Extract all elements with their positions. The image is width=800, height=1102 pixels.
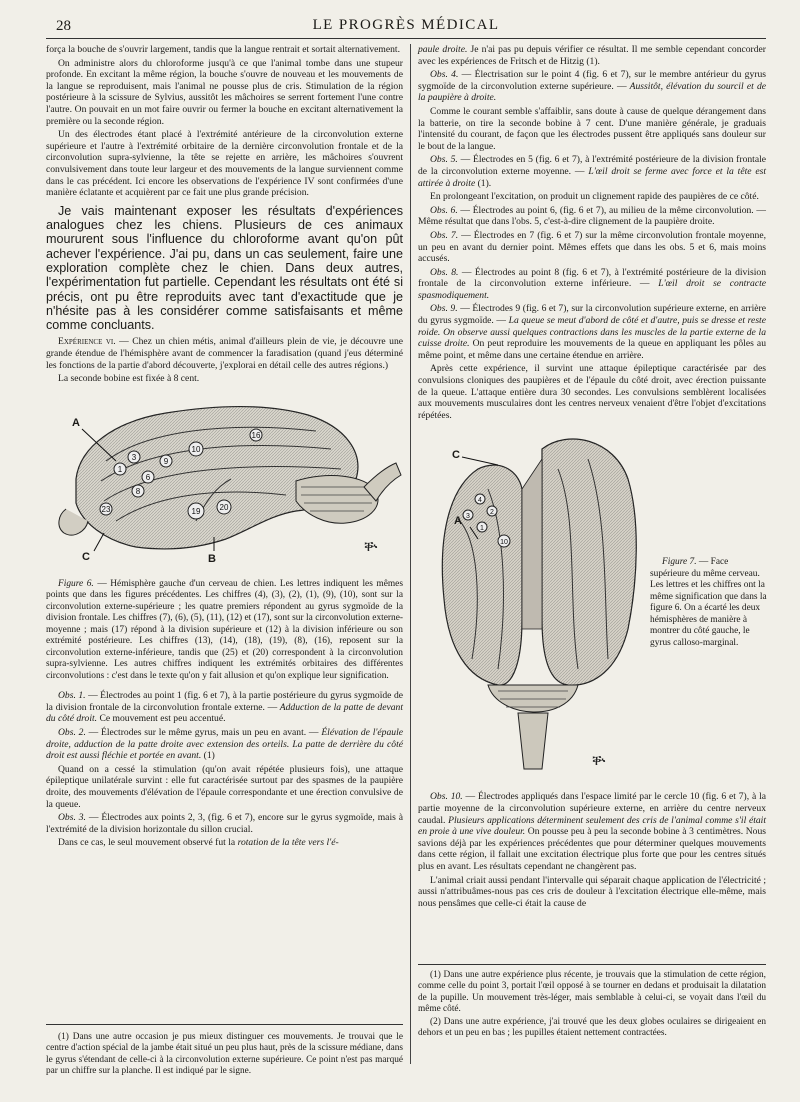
footnote-rule xyxy=(46,1024,403,1025)
figure-label-b: B xyxy=(208,552,216,565)
caption-title: Figure 6. xyxy=(58,578,94,589)
figure-label-a: A xyxy=(454,515,462,528)
svg-text:23: 23 xyxy=(101,504,111,514)
svg-text:10: 10 xyxy=(500,539,508,547)
paragraph: Un des électrodes étant placé à l'extrémité antérieure de la circonvolution externe supérieure et l'autre à l'extrémité orbitaire de la dernière circonvolution frontale et de la circonvolution supra-sylvienne, la tête se rejette en arrière, les mâchoires s'ouvrent convulsivement dans toute leur largeur et des mouvements de la langue surviennent comme dans le cas précédent. Ici encore les observations de l'expérience IV sont confirmées d'une manière éclatante et acquièrent par ce fait une plus grande précision. xyxy=(46,129,403,199)
figure-7-caption: Figure 7. — Face supérieure du même cerveau. Les lettres et les chiffres ont la même signification que dans la figure 6. On a écarté les deux hémisphères de manière à montrer du côté gauche, le gyrus calloso-marginal. xyxy=(650,557,767,648)
paragraph: paule droite. Je n'ai pas pu depuis vérifier ce résultat. Il me semble cependant concorder avec les expériences de Fritsch et de Hitzig (1). xyxy=(418,44,766,67)
paragraph: Dans ce cas, le seul mouvement observé fut la rotation de la tête vers l'é- xyxy=(58,837,339,849)
column-divider xyxy=(410,44,411,1064)
footnote-text: (2) Dans une autre expérience, j'ai trouvé que les deux globes oculaires se dirigeaient en dehors et un peu en bas ; les pupilles étaient nettement contractées. xyxy=(418,1017,766,1039)
obs-2: Obs. 2. — Électrodes sur le même gyrus, mais un peu en avant. — Élévation de l'épaule droite, adduction de la patte droite avec extension des orteils. La patte de derrière du côté droit est aussi fléchie et portée en avant. (1) xyxy=(46,727,403,762)
paragraph: Après cette expérience, il survint une attaque épileptique caractérisée par des convulsions cloniques des paupières et de l'épaule du côté droit, avec érection puissante de la queue. L'attaque entière dura 30 secondes. Les convulsions semblèrent localisées aux mouvements musculaires dont les centres nerveux venaient d'être l'objet d'excitations répétées. xyxy=(418,363,766,421)
svg-text:8: 8 xyxy=(135,486,141,496)
svg-text:6: 6 xyxy=(145,472,151,482)
svg-text:ቝ: ቝ xyxy=(364,538,378,555)
experiment-label: Expérience vi. xyxy=(58,336,116,348)
obs-5: Obs. 5. — Électrodes en 5 (fig. 6 et 7), à l'extrémité postérieure de la division frontale de la circonvolution externe moyenne. — L'œil droit se ferme avec force et la tête est attirée à droite (1). xyxy=(418,154,767,189)
obs-8: Obs. 8. — Électrodes au point 8 (fig. 6 et 7), à l'extrémité postérieure de la division frontale de la circonvolution externe inférieure. — L'œil droit se contracte spasmodiquement. xyxy=(418,266,767,301)
svg-text:1: 1 xyxy=(480,525,484,533)
paragraph: Quand on a cessé la stimulation (qu'on avait répétée plusieurs fois), une attaque épileptique unilatérale survint : elle fut caractérisée surtout par des spasmes de la paupière droite, des mouvements d'élévation de l'épaule correspondante et une érection convulsive de la queue. xyxy=(46,763,403,810)
lead-paragraph: Je vais maintenant exposer les résultats d'expériences analogues chez les chiens. Plusieurs de ces animaux moururent sous l'influence du chloroforme avant qu'on pût achever l'expérience. J'ai pu, dans un cas seulement, faire une exploration complète chez le chien. Dans deux autres, l'expérimentation fut partielle. Cependant les résultats ont été si précis, ont pu être reproduits avec tant d'exactitude que je n'hésite pas à les considérer comme satisfaisants et même comme concluants. xyxy=(46,203,403,333)
svg-text:3: 3 xyxy=(466,513,470,521)
footnote-text: (1) Dans une autre occasion je pus mieux distinguer ces mouvements. Je trouvai que le centre d'action spécial de la jambe était situé un peu plus haut, près de la scissure médiane, dans le gyrus s'étendant de celle-ci à la circonvolution externe supérieure. Ce point n'est pas marqué par un chiffre sur la planche. Il est indiqué par le signe. xyxy=(46,1032,403,1076)
svg-text:16: 16 xyxy=(251,430,261,440)
figure-label-c: C xyxy=(452,449,460,462)
caption-title: Figure 7. xyxy=(662,557,697,568)
left-column xyxy=(46,44,403,851)
running-header xyxy=(46,16,766,39)
obs-10: Obs. 10. — Électrodes appliqués dans l'espace limité par le cercle 10 (fig. 6 et 7), à la partie moyenne de la circonvolution supérieure externe, en arrière du centre nerveux caudal. Plusieurs applications déterminent seulement des cris de l'animal comme s'il était en proie à une vive douleur. On pousse peu à peu la seconde bobine à 3 centimètres. Nous savions déjà par les expériences précédentes que pour déterminer quelques mouvements dans cette région, il fallait une excitation électrique plus forte que pour les centres situés plus en avant. Les résultats cependant ne changèrent pas. xyxy=(418,791,766,872)
brain-top-illustration xyxy=(418,429,648,785)
experiment-paragraph: Expérience vi. — Chez un chien métis, animal d'ailleurs plein de vie, je découvre une grande étendue de l'hémisphère avant de commencer la faradisation (quand j'eus déterminé les fonctions de la partie d'abord découverte, j'explorai en détail celle des autres régions.) xyxy=(46,336,403,371)
svg-text:10: 10 xyxy=(191,444,201,454)
obs-6: Obs. 6. — Électrodes au point 6, (fig. 6 et 7), au milieu de la même circonvolution. — Même résultat que dans l'obs. 5, c'est-à-dire clignement de la paupière droite. xyxy=(418,204,766,228)
page-number: 28 xyxy=(56,18,71,34)
svg-text:20: 20 xyxy=(219,502,229,512)
obs-4: Obs. 4. — Électrisation sur le point 4 (fig. 6 et 7), sur le membre antérieur du gyrus sygmoïde de la circonvolution externe supérieure. — Aussitôt, élévation du sourcil et de la paupière à droite. xyxy=(418,69,766,104)
figure-6-caption: Figure 6. — Hémisphère gauche d'un cerveau de chien. Les lettres indiquent les mêmes points que dans les figures précédentes. Les chiffres (4), (3), (2), (1), (9), (10), sont sur la circonvolution externe-supérieure ; les quatre premiers répondent au gyrus sygmoïde de la division frontale. Les chiffres (7), (6), (5), (11), (12) et (17), sont sur la circonvolution externe-moyenne ; mais (17) répond à la division supérieure et (12) à la division inférieure ou son extrémité postérieure. Les chiffres (13), (14), (18), (19), (8), (16), reposent sur la circonvolution externe-inférieure, tandis que (25) et (20) correspondent à la circonvolution supra-sylvienne. Les autres chiffres indiquent les extrémités orbitaires des différentes circonvolutions : c'est dans le texte qu'on y fait allusion et qu'on explique leur signification. xyxy=(46,578,403,681)
obs-9: Obs. 9. — Électrodes 9 (fig. 6 et 7), sur la circonvolution supérieure externe, en arrière du gyrus sygmoïde. — La queue se meut d'abord de côté et d'autre, puis se dresse et reste roide. On observe aussi quelques contractions dans les muscles de la partie externe de la cuisse droite. On peut reproduire les mouvements de la queue en appliquant les pôles au même point, et même dans une certaine étendue en arrière. xyxy=(418,303,767,361)
figure-6 xyxy=(46,391,403,569)
paragraph: La seconde bobine est fixée à 8 cent. xyxy=(58,373,200,385)
figure-7 xyxy=(418,429,766,785)
journal-title: LE PROGRÈS MÉDICAL xyxy=(312,17,500,33)
svg-text:ቝ: ቝ xyxy=(592,753,606,770)
svg-text:3: 3 xyxy=(131,452,137,462)
brain-lateral-illustration xyxy=(46,391,403,569)
svg-text:9: 9 xyxy=(163,456,169,466)
right-column xyxy=(418,44,766,911)
paragraph: En prolongeant l'excitation, on produit un clignement rapide des paupières de ce côté. xyxy=(430,191,759,203)
paragraph: Comme le courant semble s'affaiblir, sans doute à cause de quelque dérangement dans la batterie, on tire la seconde bobine à 7 cent. D'une manière générale, je graduais l'intensité du courant, de façon que les électrodes pussent être appliqués sans douleur sur le bout de la langue. xyxy=(418,105,766,152)
figure-label-c: C xyxy=(82,550,90,563)
paragraph: L'animal criait aussi pendant l'intervalle qui séparait chaque application de l'électricité ; aussi n'attribuâmes-nous pas ces cris de douleur à l'excitation électrique elle-même, mais nous pensâmes que celle-ci était la cause de xyxy=(418,874,766,909)
footnote-text: (1) Dans une autre expérience plus récente, je trouvais que la stimulation de cette région, comme celle du point 3, portait l'œil opposé à se tourner en dedans et produisait la dilatation de la pupille. Un mouvement très-léger, mais semblable à celui-ci, se voyait dans l'œil du même côté. xyxy=(418,970,766,1014)
svg-text:19: 19 xyxy=(191,506,201,516)
obs-1: Obs. 1. — Électrodes au point 1 (fig. 6 et 7), à la partie postérieure du gyrus sygmoïde de la division frontale de la circonvolution frontale externe. — Adduction de la patte de devant du côté droit. Ce mouvement est peu accentué. xyxy=(46,690,404,725)
svg-text:2: 2 xyxy=(490,509,494,517)
footnote-right xyxy=(418,970,766,1042)
obs-7: Obs. 7. — Électrodes en 7 (fig. 6 et 7) sur la même circonvolution frontale moyenne, un peu en avant du dernier point. Mêmes effets que dans les obs. 5 et 6, mais moins accusés. xyxy=(418,229,766,265)
footnote-left xyxy=(46,1032,403,1079)
svg-text:4: 4 xyxy=(478,497,482,505)
obs-3: Obs. 3. — Électrodes aux points 2, 3, (fig. 6 et 7), encore sur le gyrus sygmoïde, mais à l'extrémité de la division horizontale du sillon crucial. xyxy=(46,812,403,835)
svg-text:1: 1 xyxy=(117,464,123,474)
paragraph: On administre alors du chloroforme jusqu'à ce que l'animal tombe dans une stupeur profonde. En excitant la même région, la bouche s'ouvre de nouveau et les mouvements de la langue se reproduisent, mais l'animal ne pousse plus de cris. Stimulation de la région postérieure à la scissure de Sylvius, aussitôt les mâchoires se serrent fortement l'une contre l'autre. On pouvait en un mot faire ouvrir ou fermer la bouche en excitant alternativement la première ou la seconde région. xyxy=(46,57,403,127)
footnote-rule xyxy=(418,964,766,965)
paragraph: força la bouche de s'ouvrir largement, tandis que la langue rentrait et sortait alternativement. xyxy=(46,44,400,55)
figure-label-a: A xyxy=(72,416,80,429)
